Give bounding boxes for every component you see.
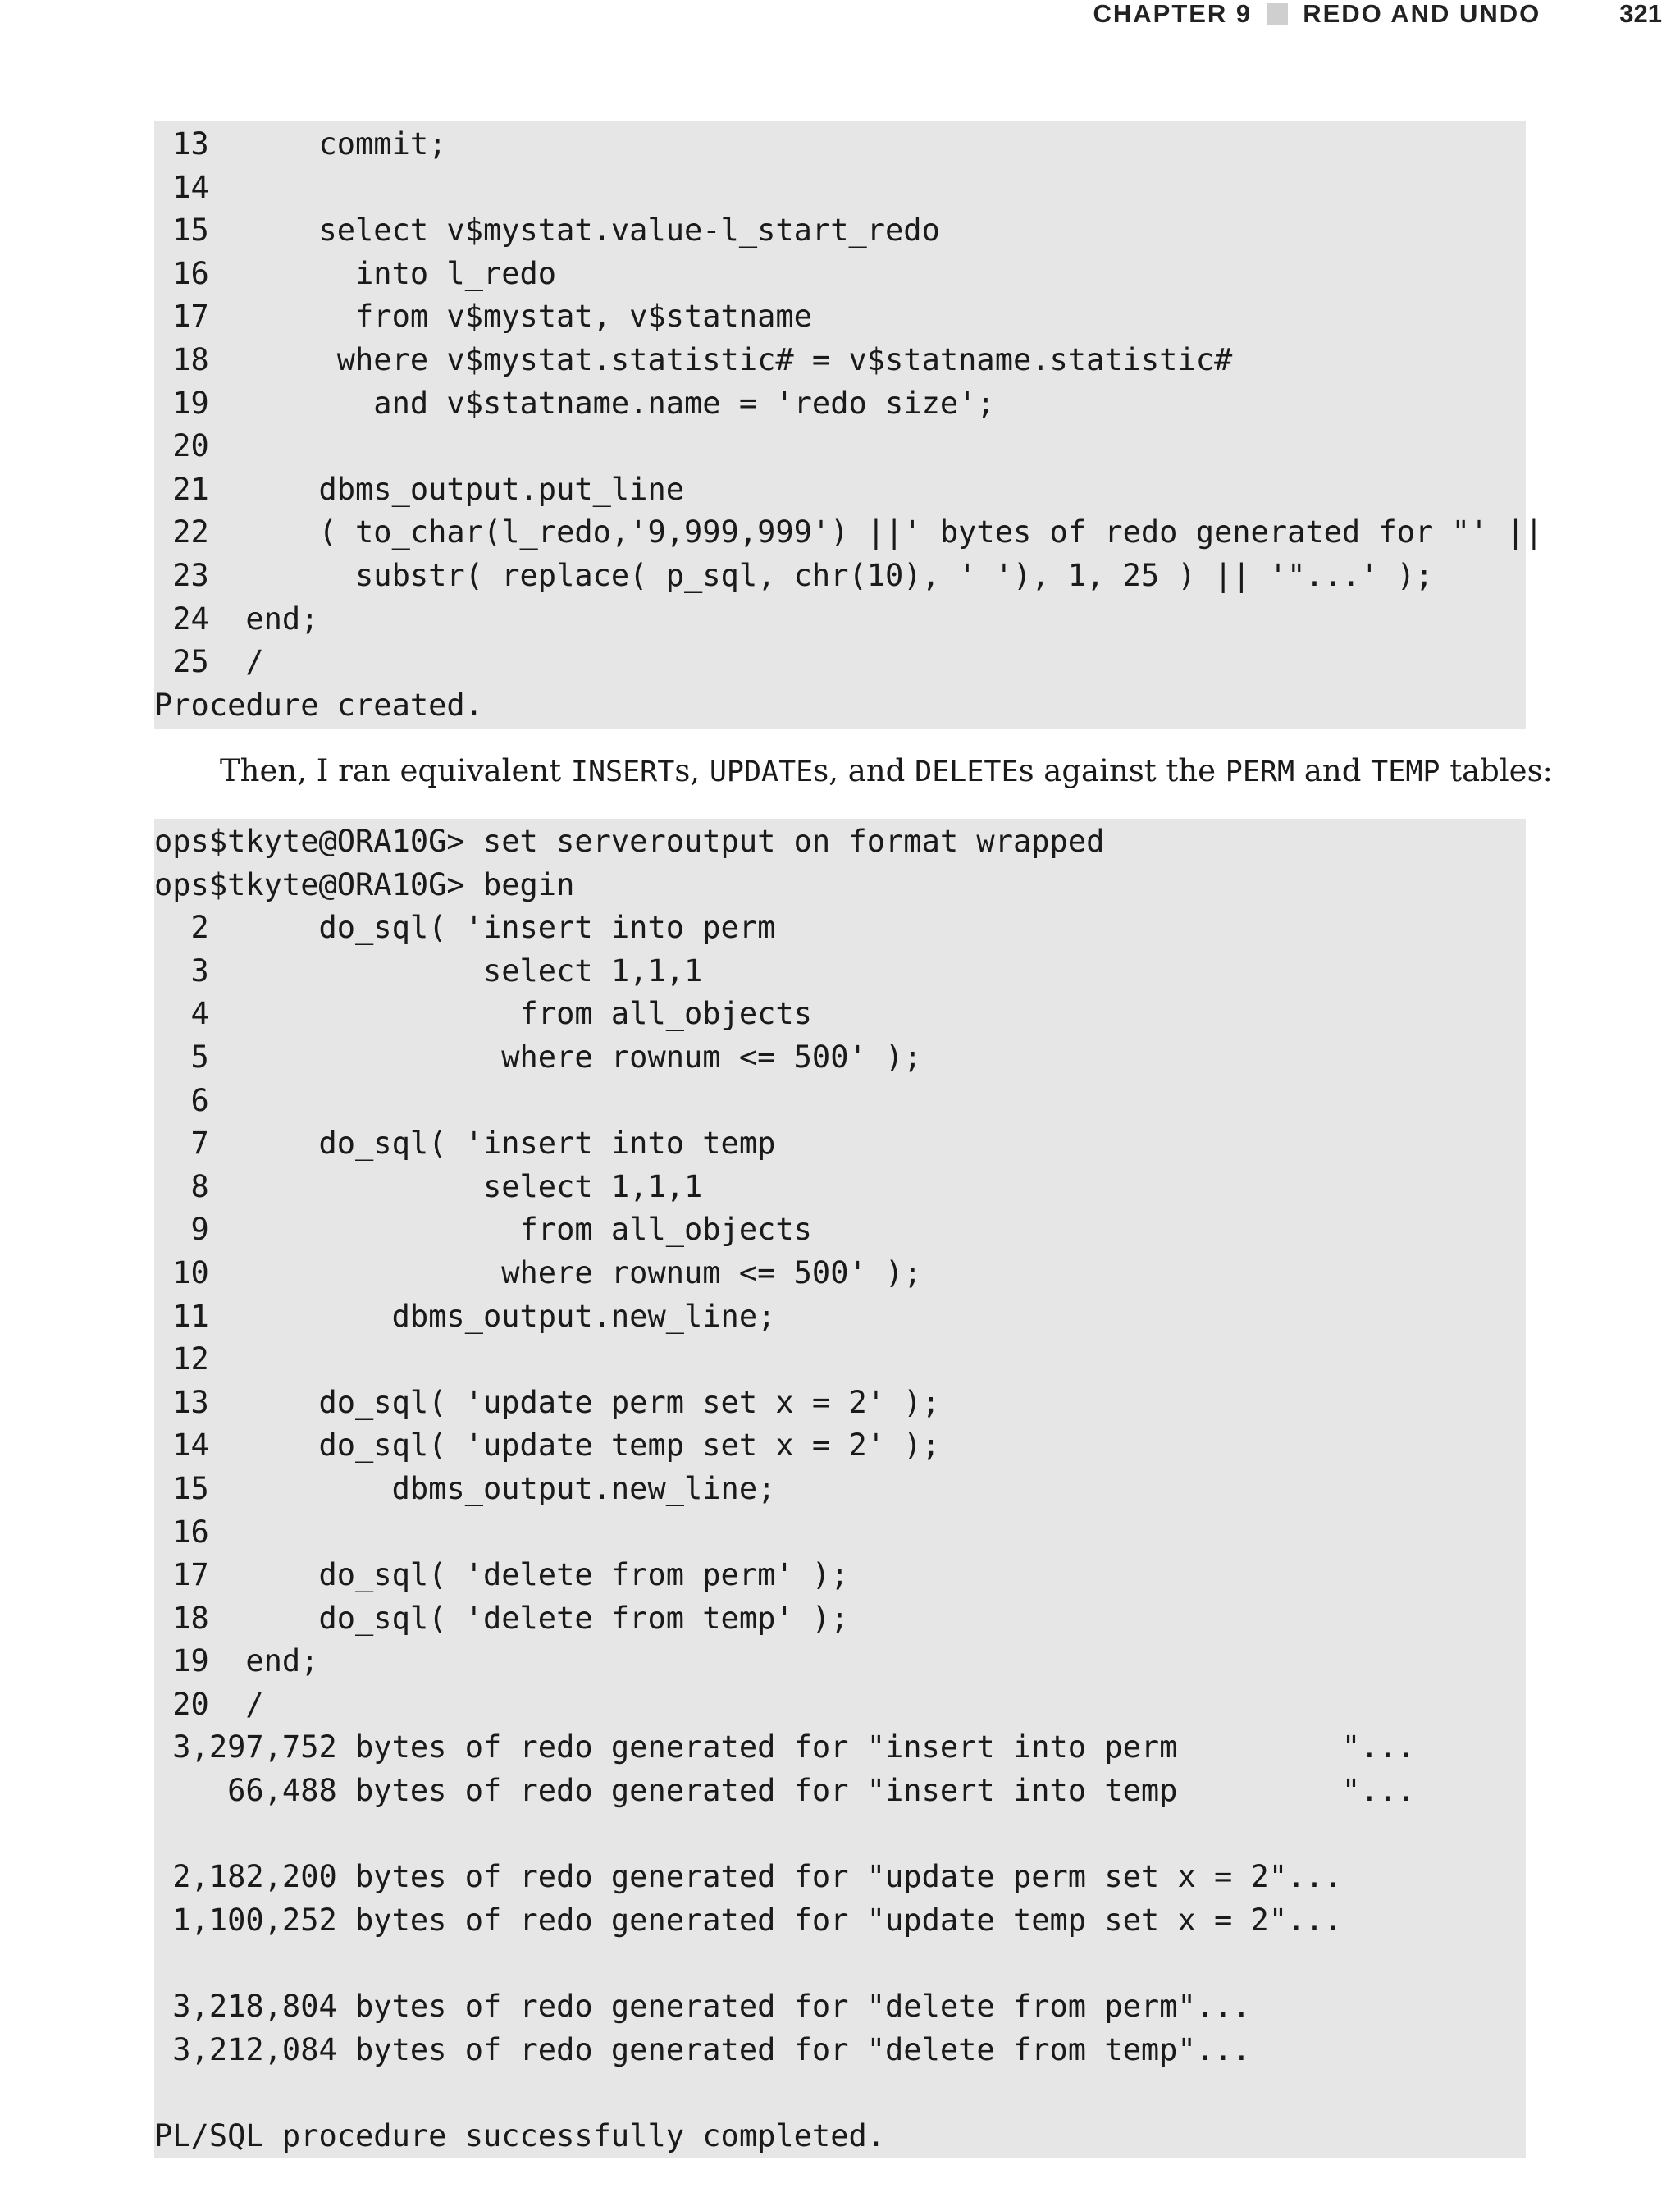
code-text — [154, 123, 1543, 727]
code-line: 20 / — [154, 1686, 264, 1722]
code-line: 14 do_sql( 'update temp set x = 2' ); — [154, 1427, 940, 1464]
code-line: 14 — [154, 169, 209, 205]
code-line: 25 / — [154, 644, 264, 680]
text-run: s against the — [1018, 753, 1226, 788]
code-line: Procedure created. — [154, 687, 483, 723]
code-term-insert: INSERT — [570, 756, 675, 788]
output-line: 2,182,200 bytes of redo generated for "update perm set x = 2"... — [154, 1859, 1342, 1895]
code-line: 19 and v$statname.name = 'redo size'; — [154, 385, 995, 421]
code-line: 4 from all_objects — [154, 996, 812, 1032]
text-run: s, and — [813, 753, 915, 788]
code-listing-procedure — [154, 121, 1543, 729]
code-line: ops$tkyte@ORA10G> set serveroutput on format wrapped — [154, 824, 1105, 859]
separator-square-icon — [1267, 3, 1288, 25]
text-run: tables: — [1440, 753, 1554, 788]
code-line: 11 dbms_output.new_line; — [154, 1298, 776, 1334]
code-line: 22 ( to_char(l_redo,'9,999,999') ||' bytes of redo generated for "' || — [154, 514, 1543, 550]
code-line: 18 where v$mystat.statistic# = v$statname.statistic# — [154, 341, 1233, 377]
code-line: 17 do_sql( 'delete from perm' ); — [154, 1557, 849, 1593]
code-line: 2 do_sql( 'insert into perm — [154, 910, 776, 946]
code-line: 15 select v$mystat.value-l_start_redo — [154, 212, 940, 249]
output-line: 3,218,804 bytes of redo generated for "delete from perm"... — [154, 1989, 1251, 2025]
code-term-temp: TEMP — [1371, 756, 1440, 788]
code-line: 16 — [154, 1514, 209, 1550]
output-line: 66,488 bytes of redo generated for "insert into temp "... — [154, 1773, 1416, 1809]
code-line: 15 dbms_output.new_line; — [154, 1470, 776, 1506]
output-line: 3,297,752 bytes of redo generated for "insert into perm "... — [154, 1729, 1416, 1765]
code-line: ops$tkyte@ORA10G> begin — [154, 866, 575, 902]
body-paragraph — [154, 747, 1554, 797]
code-line: 13 do_sql( 'update perm set x = 2' ); — [154, 1384, 940, 1420]
output-line: PL/SQL procedure successfully completed. — [154, 2117, 886, 2154]
code-term-delete: DELETE — [915, 756, 1019, 788]
output-line: 3,212,084 bytes of redo generated for "delete from temp"... — [154, 2031, 1251, 2067]
text-run: s, — [674, 753, 710, 788]
page-number: 321 — [1619, 0, 1662, 28]
text-run: and — [1294, 753, 1372, 788]
code-line: 21 dbms_output.put_line — [154, 471, 685, 507]
code-line: 16 into l_redo — [154, 255, 557, 291]
chapter-label: CHAPTER 9 — [1093, 0, 1253, 28]
code-line: 23 substr( replace( p_sql, chr(10), ' '), 1, 25 ) || '"...' ); — [154, 557, 1434, 593]
code-text — [154, 820, 1526, 2158]
code-term-update: UPDATE — [709, 756, 814, 788]
code-line: 20 — [154, 428, 209, 464]
code-line: 19 end; — [154, 1643, 319, 1679]
code-term-perm: PERM — [1225, 756, 1295, 788]
code-line: 5 where rownum <= 500' ); — [154, 1039, 922, 1075]
code-line: 24 end; — [154, 601, 319, 637]
code-line: 12 — [154, 1341, 209, 1377]
output-line — [154, 1942, 1526, 1985]
text-run: Then, I ran equivalent — [220, 753, 571, 788]
code-line: 17 from v$mystat, v$statname — [154, 299, 812, 335]
output-line: 1,100,252 bytes of redo generated for "update temp set x = 2"... — [154, 1902, 1342, 1938]
code-line: 3 select 1,1,1 — [154, 952, 703, 989]
code-line: 7 do_sql( 'insert into temp — [154, 1126, 776, 1162]
code-line: 13 commit; — [154, 126, 447, 162]
output-line — [154, 2071, 1526, 2115]
chapter-title: REDO AND UNDO — [1303, 0, 1541, 28]
output-line — [154, 1813, 1526, 1857]
code-line: 6 — [154, 1082, 209, 1118]
code-line: 9 from all_objects — [154, 1212, 812, 1248]
code-line: 18 do_sql( 'delete from temp' ); — [154, 1600, 849, 1636]
code-line: 8 select 1,1,1 — [154, 1168, 703, 1204]
code-listing-session — [154, 819, 1526, 2158]
code-line: 10 where rownum <= 500' ); — [154, 1254, 922, 1290]
running-head — [1093, 0, 1662, 28]
